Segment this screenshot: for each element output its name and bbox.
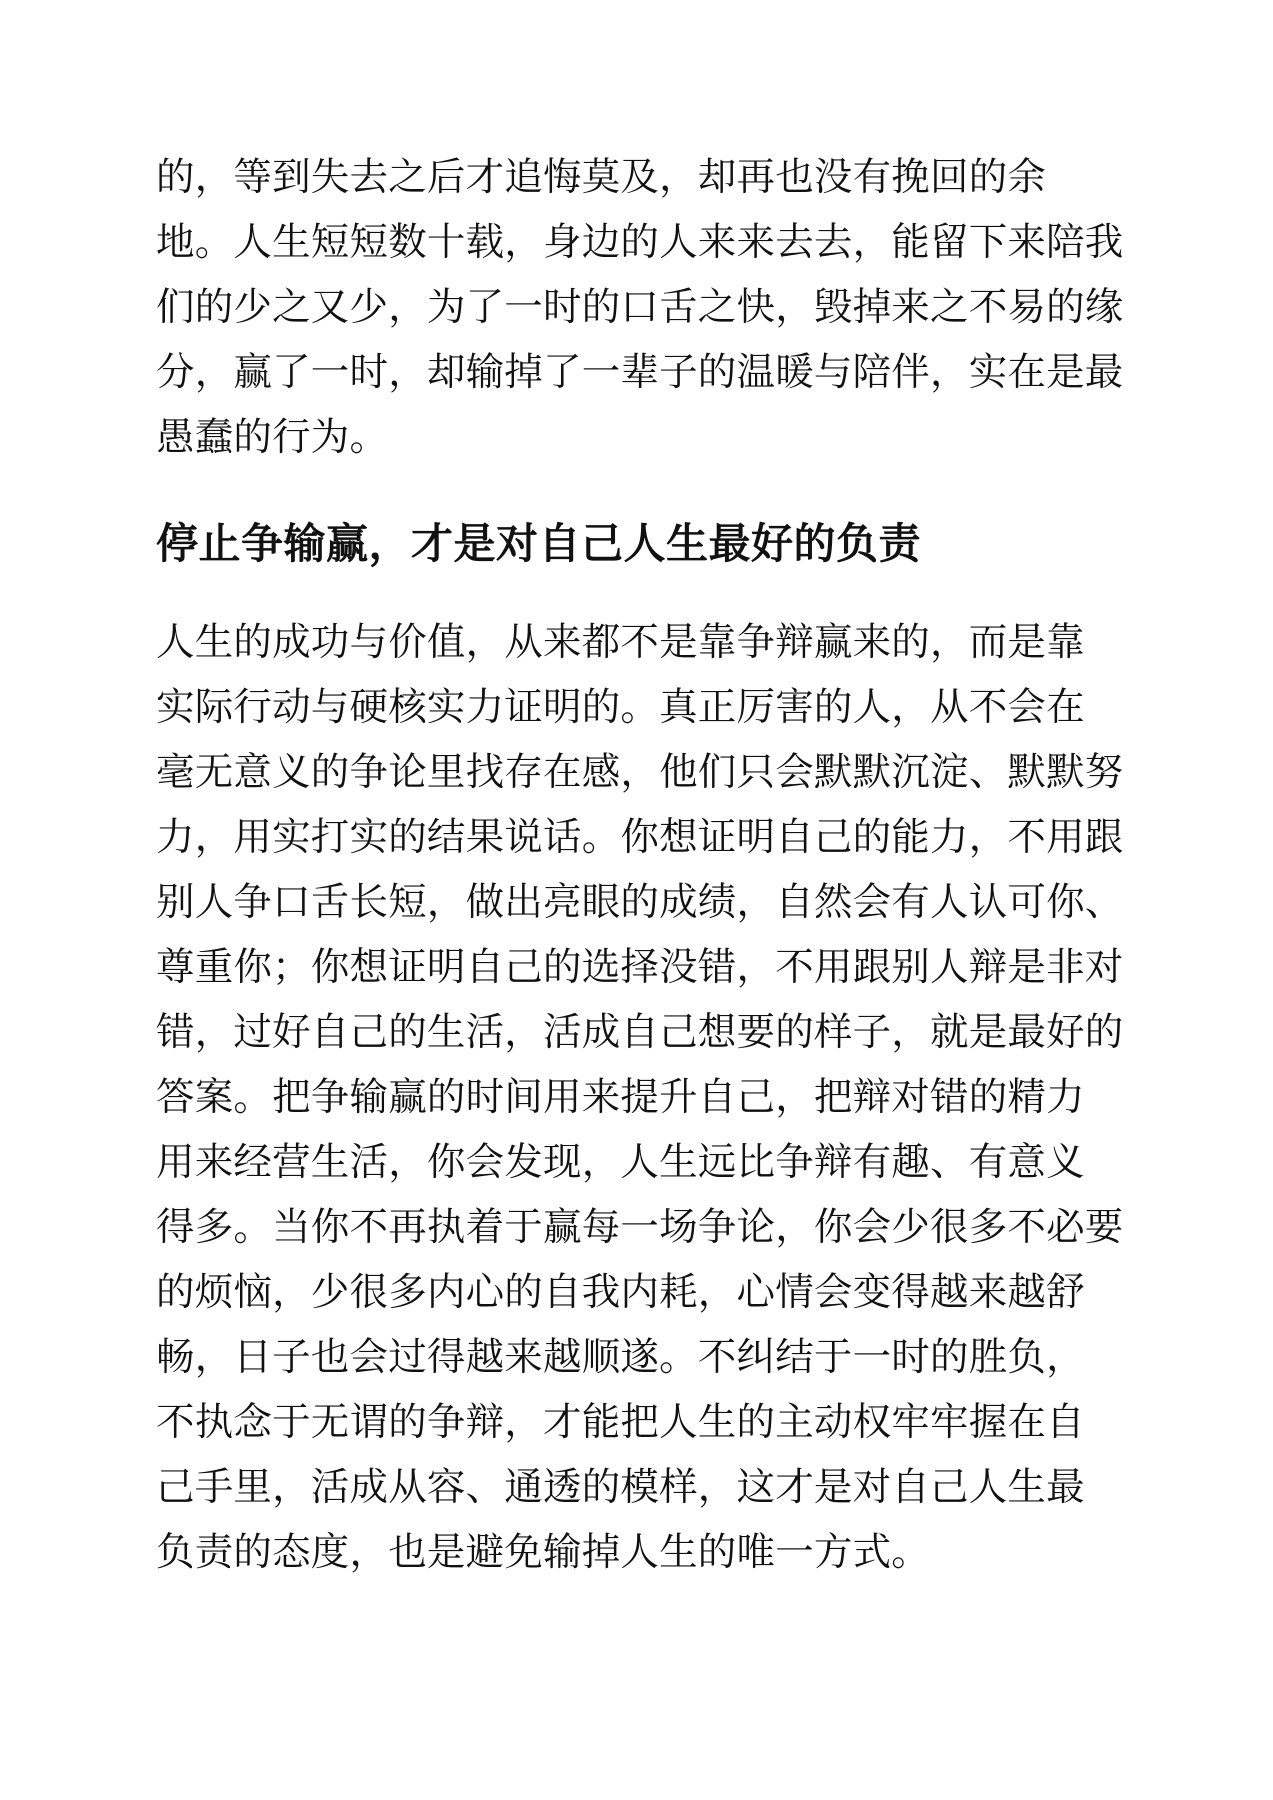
text-line: 实际行动与硬核实力证明的。真正厉害的人，从不会在 <box>156 685 1085 730</box>
text-line: 答案。把争输赢的时间用来提升自己，把辩对错的精力 <box>156 1075 1085 1120</box>
text-line: 己手里，活成从容、通透的模样，这才是对自己人生最 <box>156 1465 1085 1510</box>
text-line: 错，过好自己的生活，活成自己想要的样子，就是最好的 <box>156 1010 1124 1055</box>
section-heading: 停止争输赢，才是对自己人生最好的负责 <box>156 519 922 568</box>
text-line: 愚蠢的行为。 <box>156 415 389 460</box>
text-line: 用来经营生活，你会发现，人生远比争辩有趣、有意义 <box>156 1140 1085 1185</box>
text-line: 的，等到失去之后才追悔莫及，却再也没有挽回的余 <box>156 155 1047 200</box>
text-line: 的烦恼，少很多内心的自我内耗，心情会变得越来越舒 <box>156 1270 1085 1315</box>
text-line: 畅，日子也会过得越来越顺遂。不纠结于一时的胜负， <box>156 1335 1085 1380</box>
text-line: 毫无意义的争论里找存在感，他们只会默默沉淀、默默努 <box>156 750 1124 795</box>
text-line: 力，用实打实的结果说话。你想证明自己的能力，不用跟 <box>156 815 1124 860</box>
text-line: 分，赢了一时，却输掉了一辈子的温暖与陪伴，实在是最 <box>156 350 1124 395</box>
body-paragraph <box>156 610 1124 1585</box>
text-line: 别人争口舌长短，做出亮眼的成绩，自然会有人认可你、 <box>156 880 1124 925</box>
text-line: 们的少之又少，为了一时的口舌之快，毁掉来之不易的缘 <box>156 285 1124 330</box>
text-line: 不执念于无谓的争辩，才能把人生的主动权牢牢握在自 <box>156 1400 1085 1445</box>
intro-paragraph <box>156 145 1124 470</box>
text-line: 地。人生短短数十载，身边的人来来去去，能留下来陪我 <box>156 220 1124 265</box>
text-line: 负责的态度，也是避免输掉人生的唯一方式。 <box>156 1530 931 1575</box>
text-line: 尊重你；你想证明自己的选择没错，不用跟别人辩是非对 <box>156 945 1124 990</box>
text-line: 得多。当你不再执着于赢每一场争论，你会少很多不必要 <box>156 1205 1124 1250</box>
text-line: 人生的成功与价值，从来都不是靠争辩赢来的，而是靠 <box>156 620 1085 665</box>
article-page <box>156 145 1124 1585</box>
